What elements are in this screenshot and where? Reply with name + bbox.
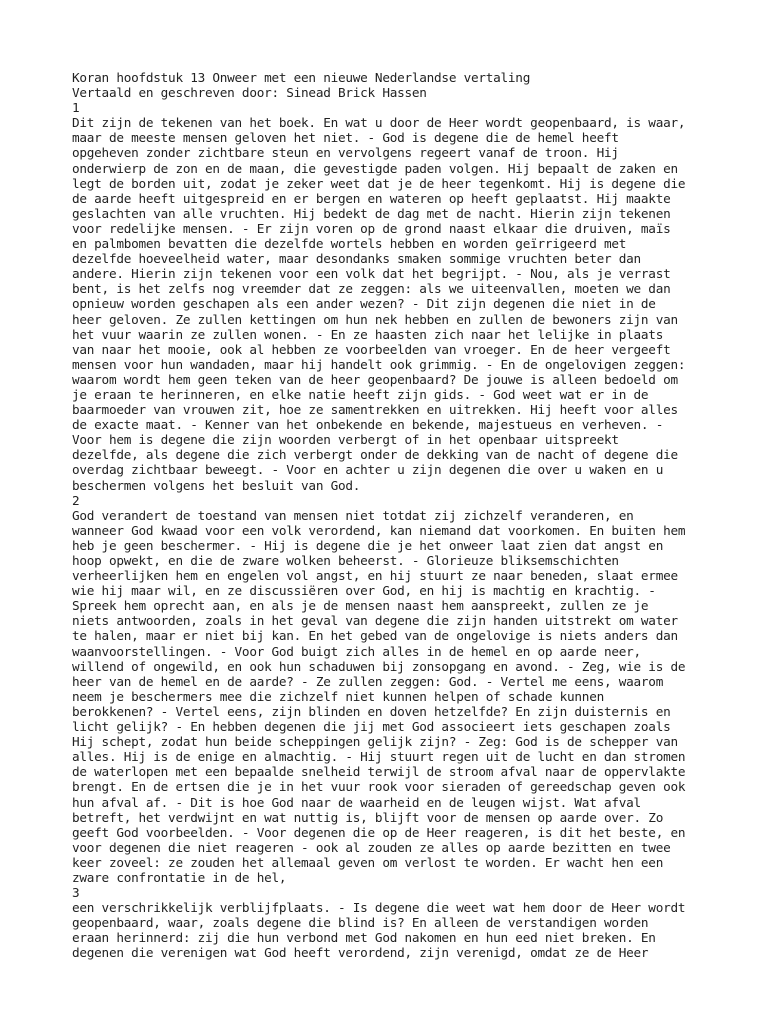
- text-line: opgeheven zonder zichtbare steun en vervolgens regeert vanaf de troon. Hij: [72, 145, 619, 161]
- text-line: eraan herinnerd: zij die hun verbond met God nakomen en hun eed niet breken. En: [72, 930, 656, 946]
- text-line: verheerlijken hem en engelen vol angst, en hij stuurt ze naar beneden, slaat ermee: [72, 568, 678, 584]
- text-line: zware confrontatie in de hel,: [72, 869, 287, 885]
- document-page: [72, 70, 762, 976]
- text-line: niets antwoorden, zoals in het geval van degene die zijn handen uitstrekt om water: [72, 613, 678, 629]
- text-line: alles. Hij is de enige en almachtig. - Hij stuurt regen uit de lucht en dan stromen: [72, 749, 686, 765]
- text-line: voor degenen die niet reageren - ook al zouden ze alles op aarde bezitten en twee: [72, 839, 671, 855]
- text-line: heb je geen beschermer. - Hij is degene die je het onweer laat zien dat angst en: [72, 537, 664, 553]
- text-line: waarom wordt hem geen teken van de heer geopenbaard? De jouwe is alleen bedoeld om: [72, 371, 678, 387]
- text-line: geopenbaard, waar, zoals degene die blind is? En alleen de verstandigen worden: [72, 915, 649, 931]
- text-line: legt de borden uit, zodat je zeker weet dat je de heer tegenkomt. Hij is degene die: [72, 175, 686, 191]
- text-line: wie hij maar wil, en ze discussiëren over God, en hij is machtig en krachtig. -: [72, 583, 656, 599]
- text-line: te halen, maar er niet bij kan. En het gebed van de ongelovige is niets anders dan: [72, 628, 678, 644]
- text-line: de waterlopen met een bepaalde snelheid terwijl de stroom afval naar de oppervlakte: [72, 764, 686, 780]
- text-line: onderwierp de zon en de maan, die gevestigde paden volgen. Hij bepaalt de zaken en: [72, 160, 678, 176]
- text-line: dezelfde hoeveelheid water, maar desondanks smaken sommige vruchten beter dan: [72, 251, 641, 267]
- text-line: hun afval af. - Dit is hoe God naar de waarheid en de leugen wijst. Wat afval: [72, 794, 641, 810]
- text-line: heer geloven. Ze zullen kettingen om hun nek hebben en zullen de bewoners zijn van: [72, 311, 678, 327]
- page-number: 2: [72, 492, 80, 508]
- text-line: wanneer God kwaad voor een volk verordend, kan niemand dat voorkomen. En buiten hem: [72, 522, 686, 538]
- page-number: een verschrikkelijk verblijfplaats. - Is degene die weet wat hem door de Heer wordt: [72, 900, 686, 916]
- text-line: keer zoveel: ze zouden het allemaal geven om verlost te worden. Er wacht hen een: [72, 854, 664, 870]
- text-line: bent, is het zelfs nog vreemder dat ze zeggen: als we uiteenvallen, moeten we dan: [72, 281, 671, 297]
- text-line: de aarde heeft uitgespreid en er bergen en wateren op heeft geplaatst. Hij maakte: [72, 190, 671, 206]
- text-line: mensen voor hun wandaden, maar hij handelt ook grimmig. - En de ongelovigen zeggen:: [72, 356, 686, 372]
- text-line: licht gelijk? - En hebben degenen die jij met God associeert iets geschapen zoals: [72, 719, 671, 735]
- text-line: opnieuw worden geschapen als een ander wezen? - Dit zijn degenen die niet in de: [72, 296, 656, 312]
- text-line: Spreek hem oprecht aan, en als je de mensen naast hem aanspreekt, zullen ze je: [72, 598, 649, 614]
- text-line: beschermen volgens het besluit van God.: [72, 477, 361, 493]
- text-line: en palmbomen bevatten die dezelfde wortels hebben en worden geïrrigeerd met: [72, 236, 627, 252]
- text-line: degenen die verenigen wat God heeft verordend, zijn verenigd, omdat ze de Heer: [72, 945, 649, 961]
- text-line: heer van de hemel en de aarde? - Ze zullen zeggen: God. - Vertel me eens, waarom: [72, 673, 664, 689]
- text-line: God verandert de toestand van mensen niet totdat zij zichzelf veranderen, en: [72, 507, 634, 523]
- text-line: 3: [72, 885, 80, 901]
- text-line: waanvoorstellingen. - Voor God buigt zich alles in de hemel en op aarde neer,: [72, 643, 641, 659]
- text-line: de exacte maat. - Kenner van het onbekende en bekende, majestueus en verheven. -: [72, 417, 664, 433]
- text-line: brengt. En de ertsen die je in het vuur rook voor sieraden of gereedschap geven ook: [72, 779, 686, 795]
- text-line: Dit zijn de tekenen van het boek. En wat u door de Heer wordt geopenbaard, is waar,: [72, 115, 686, 131]
- text-line: betreft, het verdwijnt en wat nuttig is, blijft voor de mensen op aarde over. Zo: [72, 809, 664, 825]
- text-line: Voor hem is degene die zijn woorden verbergt of in het openbaar uitspreekt: [72, 432, 619, 448]
- text-line: baarmoeder van vrouwen zit, hoe ze samentrekken en uitrekken. Hij heeft voor alles: [72, 402, 678, 418]
- text-line: Hij schept, zodat hun beide scheppingen gelijk zijn? - Zeg: God is de schepper van: [72, 734, 678, 750]
- text-line: [72, 961, 762, 976]
- document-byline: Vertaald en geschreven door: Sinead Brick Hassen: [72, 85, 427, 101]
- text-line: willend of ongewild, en ook hun schaduwen bij zonsopgang en avond. - Zeg, wie is de: [72, 658, 686, 674]
- text-line: van naar het mooie, ook al hebben ze voorbeelden van vroeger. En de heer vergeeft: [72, 341, 671, 357]
- text-line: overdag zichtbaar beweegt. - Voor en achter u zijn degenen die over u waken en u: [72, 462, 664, 478]
- text-line: dezelfde, als degene die zich verbergt onder de dekking van de nacht of degene die: [72, 447, 678, 463]
- document-title: Koran hoofdstuk 13 Onweer met een nieuwe Nederlandse vertaling: [72, 70, 531, 85]
- text-line: neem je beschermers mee die zichzelf niet kunnen helpen of schade kunnen: [72, 688, 604, 704]
- text-line: geeft God voorbeelden. - Voor degenen die op de Heer reageren, is dit het beste, en: [72, 824, 686, 840]
- text-line: geslachten van alle vruchten. Hij bedekt de dag met de nacht. Hierin zijn tekenen: [72, 205, 671, 221]
- text-line: maar de meeste mensen geloven het niet. - God is degene die de hemel heeft: [72, 130, 619, 146]
- text-line: je eraan te herinneren, en elke natie heeft zijn gids. - God weet wat er in de: [72, 386, 649, 402]
- text-line: andere. Hierin zijn tekenen voor een volk dat het begrijpt. - Nou, als je verrast: [72, 266, 671, 282]
- text-line: hoop opwekt, en die de zware wolken beheerst. - Glorieuze bliksemschichten: [72, 553, 619, 568]
- text-line: voor redelijke mensen. - Er zijn voren op de grond naast elkaar die druiven, maïs: [72, 220, 671, 236]
- text-line: berokkenen? - Vertel eens, zijn blinden en doven hetzelfde? En zijn duisternis en: [72, 703, 671, 719]
- page-number: 1: [72, 100, 80, 116]
- text-line: het vuur waarin ze zullen wonen. - En ze haasten zich naar het lelijke in plaats: [72, 326, 664, 342]
